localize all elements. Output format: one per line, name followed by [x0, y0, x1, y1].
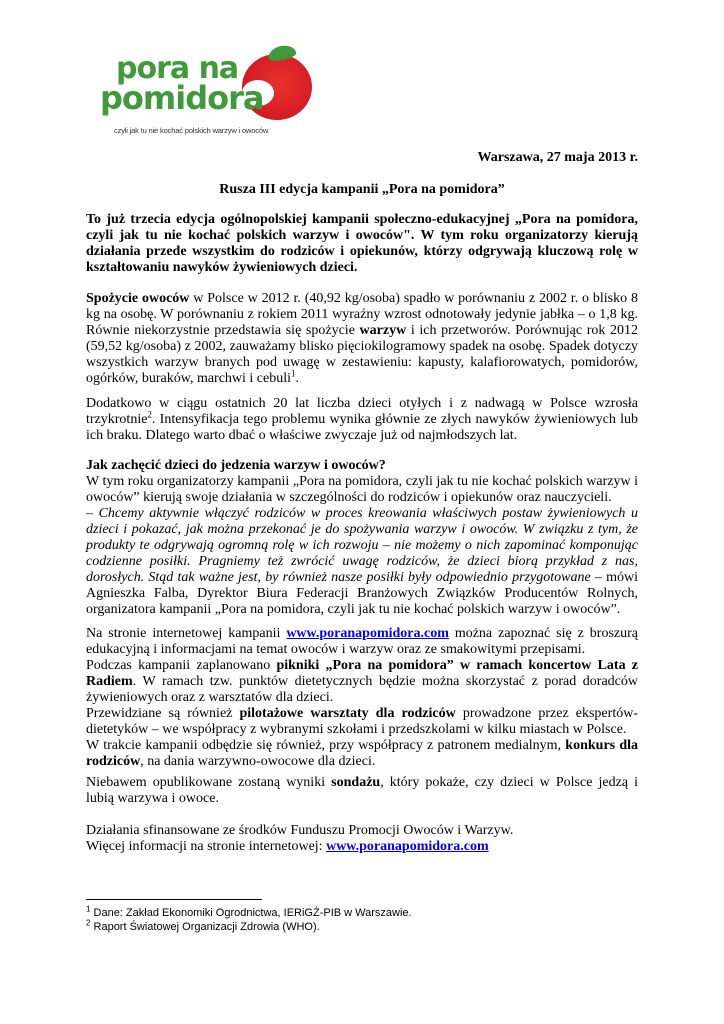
text: w Polsce w 2012 r. (40,92 kg/osoba) spadło w porównaniu z 2002 r. o blisko 8 kg na osobę. W porównaniu z rokiem 2011 wyraźny wzrost odnotowały jedynie jabłka – o 1,8 kg. Równie niekorzystnie przedstawia się spożycie: [86, 291, 638, 338]
logo-word-pora-na: pora na: [116, 51, 239, 86]
paragraph-campaign-activities: [86, 626, 638, 770]
footnote-ref-1: 1: [291, 368, 296, 379]
text: i ich przetworów. Porównując rok 2012 (59,52 kg/osoba) z 2002, zauważamy blisko pięciokilogramowy spadek na osobę. Spadek dotyczy wszystkich warzyw branych pod uwagę w zestawieniu: kapusty, kalafiorowatych, pomidorów, ogórków, buraków, marchwi i cebuli: [86, 323, 639, 386]
bold-survey: sondażu: [331, 775, 381, 790]
text: można zapoznać się z broszurą edukacyjną i informacjami na temat owoców i warzyw oraz ze smakowitymi przepisami.: [86, 626, 638, 657]
bold-fruit-consumption: Spożycie owoców: [86, 291, 190, 306]
footnote-number: 1: [86, 904, 91, 914]
text: prowadzone przez ekspertów-dietetyków – we współpracy z wybranymi szkołami i przedszkolami w kilku miastach w Polsce.: [86, 706, 638, 737]
funding-line: Działania sfinansowane ze środków Funduszu Promocji Owoców i Warzyw.: [86, 823, 514, 838]
text: .: [295, 371, 300, 386]
paragraph-funding: [86, 823, 638, 855]
logo-word-pomidora: pomidora: [100, 79, 264, 117]
bold-picnics: pikniki „Pora na pomidora” w ramach koncertow Lata z Radiem: [86, 658, 639, 689]
text: Dodatkowo w ciągu ostatnich 20 lat liczba dzieci otyłych i z nadwagą w Polsce wzrosła trzykrotnie: [86, 396, 638, 427]
campaign-logo: [92, 40, 322, 150]
text: , na dania warzywno-owocowe dla dzieci.: [140, 754, 376, 769]
bold-contest: konkurs dla rodziców: [86, 738, 639, 769]
footnote-divider: [86, 899, 262, 900]
footnote-1: [86, 906, 412, 920]
paragraph-consumption: [86, 291, 638, 387]
website-link-footer[interactable]: www.poranapomidora.com: [326, 839, 489, 854]
quote-text: Chcemy aktywnie włączyć rodziców w proces kreowania właściwych postaw żywieniowych u dzieci i pokazać, jak można przekonać je do spożywania warzyw i owoców. W związku z tym, że produkty te odgrywają ogromną rolę w ich rozwoju – nie możemy o nich zapominać komponując codzienne posiłki. Pragniemy też zwrócić uwagę rodziców, że dzieci biorą przykład z nas, dorosłych. Stąd tak ważne jest, by również nasze posiłki były odpowiednio przygotowane: [86, 506, 638, 585]
text: Podczas kampanii zaplanowano: [86, 658, 277, 673]
text: , który pokaże, czy dzieci w Polsce jedzą i lubią warzywa i owoce.: [86, 775, 639, 806]
website-link[interactable]: www.poranapomidora.com: [286, 626, 449, 641]
footnote-text: Dane: Zakład Ekonomiki Ogrodnictwa, IERiGŻ-PIB w Warszawie.: [90, 907, 412, 919]
text: Na stronie internetowej kampanii: [86, 626, 287, 641]
text: – mówi Agnieszka Falba, Dyrektor Biura Federacji Branżowych Związków Producentów Rolnych, organizatora kampanii „Pora na pomidora, czyli jak tu nie kochać polskich warzyw i owoców”.: [86, 570, 639, 617]
section-question: Jak zachęcić dzieci do jedzenia warzyw i owoców?: [86, 458, 386, 473]
footnotes: [86, 906, 412, 934]
bold-workshops: pilotażowe warsztaty dla rodziców: [239, 706, 456, 721]
paragraph-survey: [86, 775, 638, 807]
text: Niebawem opublikowane zostaną wyniki: [86, 775, 332, 790]
intro-paragraph: [86, 212, 638, 276]
intro-text: To już trzecia edycja ogólnopolskiej kampanii społeczno-edukacyjnej „Pora na pomidora, czyli jak tu nie kochać polskich warzyw i owoców". W tym roku organizatorzy kierują działania przede wszystkim do rodziców i opiekunów, którzy odgrywają kluczową rolę w kształtowaniu nawyków żywieniowych dzieci.: [86, 212, 638, 275]
text: Przewidziane są również: [86, 706, 240, 721]
text: Więcej informacji na stronie internetowej:: [86, 839, 327, 854]
bold-vegetables: warzyw: [359, 323, 407, 338]
document-date: Warszawa, 27 maja 2013 r.: [477, 150, 638, 165]
paragraph-obesity: [86, 396, 638, 444]
paragraph-how-to-encourage: [86, 458, 638, 618]
text: W trakcie kampanii odbędzie się również, przy współpracy z patronem medialnym,: [86, 738, 566, 753]
footnote-number: 2: [86, 918, 91, 928]
text: W tym roku organizatorzy kampanii „Pora na pomidora, czyli jak tu nie kochać polskich warzyw i owoców” kierują swoje działania w szczególności do rodziców i opiekunów oraz nauczycieli.: [86, 474, 638, 505]
document-heading: Rusza III edycja kampanii „Pora na pomidora”: [219, 182, 505, 197]
dash: –: [86, 506, 99, 521]
footnote-2: [86, 920, 412, 934]
text: . Intensyfikacja tego problemu wynika głównie ze złych nawyków żywieniowych lub ich braku. Dlatego warto dbać o właściwe zwyczaje już od najmłodszych lat.: [86, 412, 638, 443]
logo-tagline: czyli jak tu nie kochać polskich warzyw i owoców.: [114, 126, 270, 135]
text: . W ramach tzw. punktów dietetycznych będzie można skorzystać z porad doradców żywieniowych oraz z warsztatów dla dzieci.: [86, 674, 638, 705]
footnote-ref-2: 2: [147, 409, 152, 420]
footnote-text: Raport Światowej Organizacji Zdrowia (WHO).: [90, 921, 320, 933]
